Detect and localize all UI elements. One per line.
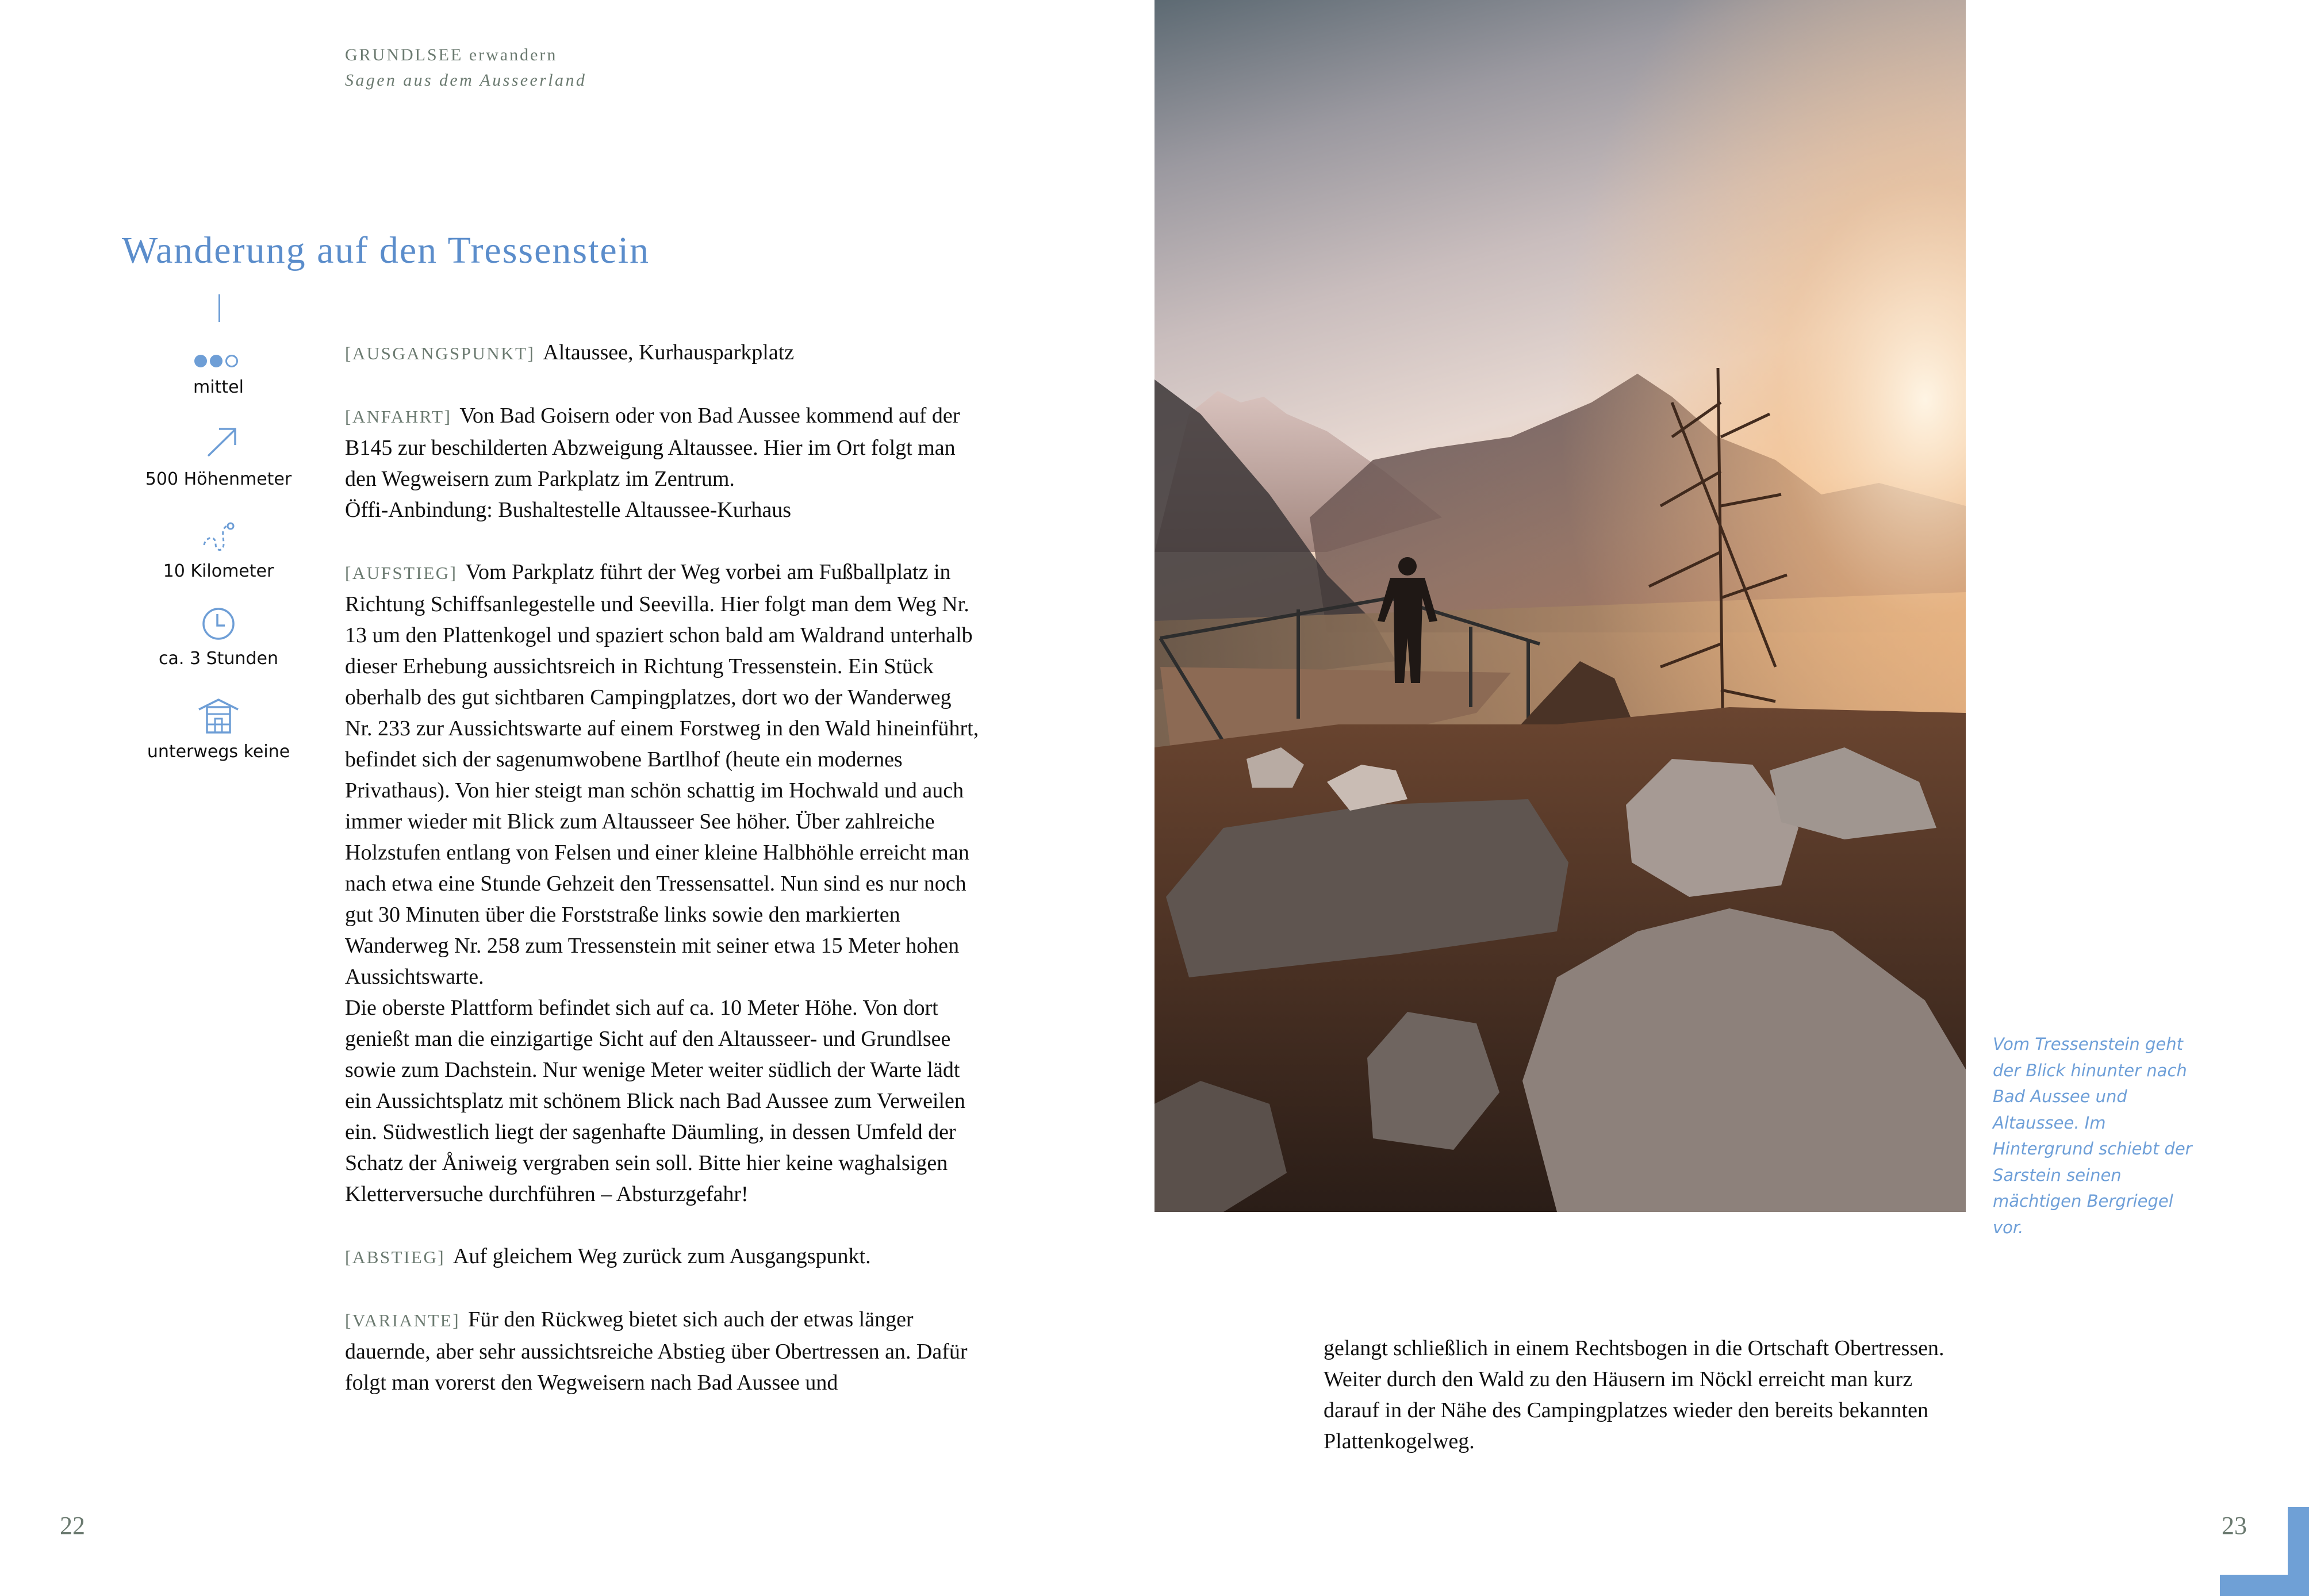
tressenstein-sunset-photo [1154, 0, 1966, 1212]
photo-illustration [1154, 0, 1966, 1212]
fact-ascent [132, 424, 305, 489]
section-ausgangspunkt [345, 337, 983, 369]
continuation-text: gelangt schließlich in einem Rechtsbogen in die Ortschaft Obertressen. Weiter durch den Wald zu den Häusern im Nöckl erreicht man kurz darauf in der Nähe des Campingplatzes wieder den bereits bekannten Plattenkogelweg. [1324, 1336, 1944, 1453]
section-tag: [ABSTIEG] [345, 1247, 446, 1267]
section-anfahrt-public-transport: Öffi-Anbindung: Bushaltestelle Altaussee-Kurhaus [345, 498, 792, 522]
section-text: Vom Parkplatz führt der Weg vorbei am Fußballplatz in Richtung Schiffsanlegestelle und Seevilla. Hier folgt man dem Weg Nr. 13 um den Plattenkogel und spaziert schon bald am Waldrand unterhalb dieser Erhebung aussichtsreich in Richtung Tressenstein. Ein Stück oberhalb des gut sichtbaren Campingplatzes, dort wo der Wanderweg Nr. 233 zur Aussichtswarte auf einem Forstweg in den Wald hineinführt, befindet sich der sagenumwobene Bartlhof (heute ein modernes Privathaus). Von hier steigt man schön schattig im Hochwald und auch immer wieder mit Blick zum Altausseer See höher. Über zahlreiche Holzstufen entlang von Felsen und einer kleine Halbhöhle erreicht man nach etwa eine Stunde Gehzeit den Tressensattel. Nun sind es nur noch gut 30 Minuten über die Forststraße links sowie den markierten Wanderweg Nr. 258 zum Tressenstein mit seiner etwa 15 Meter hohen Aussichtswarte. [345, 560, 979, 989]
difficulty-dots-icon [193, 350, 244, 373]
section-tag: [AUSGANGSPUNKT] [345, 343, 535, 363]
fact-difficulty [132, 339, 305, 397]
variante-continuation [1324, 1333, 1967, 1457]
title-rule [218, 294, 220, 322]
running-head [345, 43, 586, 93]
section-aufstieg-continued: Die oberste Plattform befindet sich auf ca. 10 Meter Höhe. Von dort genießt man die einzigartige Sicht auf den Altausseer- und Grundlsee sowie zum Dachstein. Nur wenige Meter weiter südlich der Warte lädt ein Aussichtsplatz mit schönem Blick nach Bad Aussee zum Verweilen ein. Südwestlich liegt der sagenhafte Däumling, in dessen Umfeld der Schatz der Åniweig vergraben sein soll. Bitte hier keine waghalsigen Kletterversuche durchführen – Absturzgefahr! [345, 996, 965, 1206]
fact-duration [132, 604, 305, 669]
tour-description [345, 337, 983, 1398]
section-aufstieg [345, 557, 983, 992]
fact-label: 500 Höhenmeter [145, 469, 292, 489]
section-tag: [VARIANTE] [345, 1310, 461, 1330]
section-variante [345, 1304, 983, 1398]
corner-mark [2220, 1575, 2309, 1596]
hut-icon [195, 697, 241, 737]
running-head-title: GRUNDLSEE erwandern [345, 45, 558, 64]
fact-label: unterwegs keine [147, 742, 290, 762]
section-anfahrt [345, 400, 983, 494]
fact-label: 10 Kilometer [163, 561, 274, 581]
section-text: Altaussee, Kurhausparkplatz [543, 340, 795, 365]
section-tag: [AUFSTIEG] [345, 563, 458, 583]
fact-huts [132, 697, 305, 762]
page-title: Wanderung auf den Tressenstein [122, 229, 650, 271]
fact-label: ca. 3 Stunden [159, 649, 278, 669]
section-text: Von Bad Goisern oder von Bad Aussee kommend auf der B145 zur beschilderten Abzweigung Altaussee. Hier im Ort folgt man den Wegweisern zum Parkplatz im Zentrum. [345, 404, 960, 491]
page-number-left: 22 [60, 1511, 85, 1540]
running-head-subtitle: Sagen aus dem Ausseerland [345, 71, 587, 90]
fact-distance [132, 516, 305, 581]
section-text: Für den Rückweg bietet sich auch der etwas länger dauernde, aber sehr aussichtsreiche Abstieg über Obertressen an. Dafür folgt man vorerst den Wegweisern nach Bad Aussee und [345, 1307, 968, 1395]
clock-icon [198, 604, 239, 644]
section-text: Auf gleichem Weg zurück zum Ausgangspunkt. [453, 1244, 871, 1268]
section-abstieg [345, 1241, 983, 1273]
photo-caption: Vom Tressenstein geht der Blick hinunter nach Bad Aussee und Altaussee. Im Hintergrund schiebt der Sarstein seinen mächtigen Bergriegel vor. [1993, 1034, 2192, 1237]
section-tag: [ANFAHRT] [345, 406, 452, 427]
fact-label: mittel [193, 377, 244, 397]
route-path-icon [198, 516, 239, 557]
ascent-arrow-icon [198, 424, 239, 465]
page-number-right: 23 [2222, 1511, 2247, 1540]
